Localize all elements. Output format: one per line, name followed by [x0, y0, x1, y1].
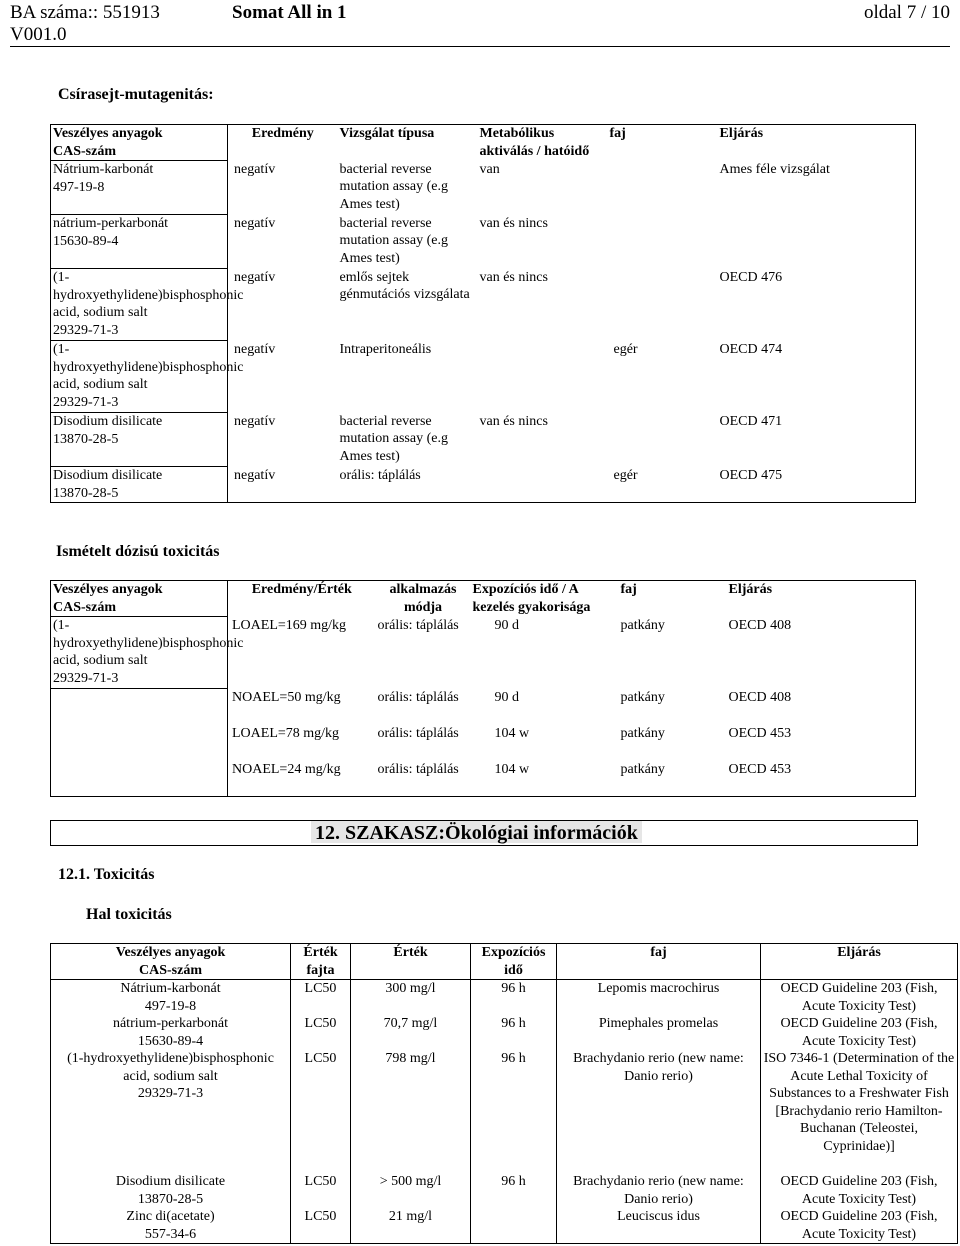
value-cell: 798 mg/l — [351, 1050, 471, 1173]
substance-cell: Nátrium-karbonát 497-19-8 — [51, 980, 291, 1016]
table-row — [51, 1015, 958, 1050]
substance-cell: Disodium disilicate 13870-28-5 — [51, 467, 228, 503]
table-row — [51, 1208, 958, 1244]
route-cell: orális: táplálás — [377, 761, 459, 777]
species-cell: Brachydanio rerio (new name: Danio rerio) — [557, 1050, 761, 1173]
time-cell: 104 w — [494, 761, 530, 777]
value-cell: NOAEL=24 mg/kg — [232, 761, 341, 777]
column-header: faj — [557, 944, 761, 980]
time-cell: 96 h — [471, 1173, 557, 1208]
substance-cell — [51, 725, 228, 761]
test-type-cell: bacterial reverse mutation assay (e.g Ames test) — [339, 215, 448, 266]
time-cell: 96 h — [471, 1050, 557, 1173]
value-type-cell: LC50 — [291, 1173, 351, 1208]
species-cell: Brachydanio rerio (new name: Danio rerio) — [557, 1173, 761, 1208]
substance-cell: Nátrium-karbonát 497-19-8 — [51, 161, 228, 215]
species-cell — [608, 413, 718, 467]
value-cell: NOAEL=50 mg/kg — [232, 689, 341, 705]
test-type-cell: bacterial reverse mutation assay (e.g Ames test) — [339, 413, 448, 464]
column-header: Veszélyes anyagok CAS-szám — [51, 581, 228, 617]
result-cell: negatív — [234, 467, 276, 483]
value-type-cell: LC50 — [291, 1208, 351, 1244]
table-header-row — [51, 125, 916, 161]
metabolic-cell: van és nincs — [479, 413, 548, 429]
method-cell: OECD 471 — [719, 413, 783, 429]
time-cell: 96 h — [471, 1015, 557, 1050]
metabolic-cell — [478, 341, 608, 413]
substance-cell — [51, 689, 228, 725]
column-header: Érték fajta — [291, 944, 351, 980]
method-cell: OECD 408 — [728, 689, 792, 705]
result-cell: negatív — [234, 341, 276, 357]
substance-cell: nátrium-perkarbonát 15630-89-4 — [51, 1015, 291, 1050]
ba-number: BA száma:: 551913 — [10, 2, 160, 23]
species-cell — [608, 269, 718, 341]
time-cell: 90 d — [494, 689, 519, 705]
species-cell: Pimephales promelas — [557, 1015, 761, 1050]
substance-cell: (1-hydroxyethylidene)bisphosphonic acid, sodium salt 29329-71-3 — [51, 341, 228, 413]
method-cell: OECD Guideline 203 (Fish, Acute Toxicity Test) — [761, 1208, 958, 1244]
table-row — [51, 413, 916, 467]
toxicity-subtitle: 12.1. Toxicitás — [58, 866, 155, 883]
substance-cell: (1-hydroxyethylidene)bisphosphonic acid, sodium salt 29329-71-3 — [51, 269, 228, 341]
table-row — [51, 1050, 958, 1173]
substance-cell: Zinc di(acetate) 557-34-6 — [51, 1208, 291, 1244]
value-cell: 70,7 mg/l — [351, 1015, 471, 1050]
metabolic-cell: van és nincs — [479, 269, 548, 285]
method-cell: OECD Guideline 203 (Fish, Acute Toxicity Test) — [761, 980, 958, 1016]
section-12-banner — [50, 820, 918, 846]
column-header: Eljárás — [761, 944, 958, 980]
table-row — [51, 689, 916, 725]
route-cell: orális: táplálás — [377, 617, 459, 633]
time-cell — [471, 1208, 557, 1244]
test-type-cell: emlős sejtek génmutációs vizsgálata — [339, 269, 470, 302]
table-row — [51, 341, 916, 413]
value-cell: > 500 mg/l — [351, 1173, 471, 1208]
column-header: Érték — [351, 944, 471, 980]
column-header: Expozíciós idő / A kezelés gyakorisága — [472, 582, 591, 615]
substance-cell: (1-hydroxyethylidene)bisphosphonic acid, sodium salt 29329-71-3 — [51, 617, 228, 689]
method-cell: OECD 476 — [719, 269, 783, 285]
column-header: Eredmény — [251, 126, 314, 141]
method-cell — [718, 215, 916, 269]
value-type-cell: LC50 — [291, 980, 351, 1016]
table-row — [51, 725, 916, 761]
method-cell: OECD 474 — [719, 341, 783, 357]
route-cell: orális: táplálás — [377, 725, 459, 741]
result-cell: negatív — [234, 413, 276, 429]
page-number: oldal 7 / 10 — [863, 2, 950, 23]
method-cell: OECD 408 — [728, 617, 792, 633]
species-cell — [608, 161, 718, 215]
method-cell: OECD 453 — [728, 725, 792, 741]
route-cell: orális: táplálás — [377, 689, 459, 705]
page-header — [10, 2, 950, 47]
species-cell: egér — [613, 341, 638, 357]
version: V001.0 — [10, 24, 67, 45]
species-cell: Leuciscus idus — [557, 1208, 761, 1244]
method-cell: Ames féle vizsgálat — [719, 161, 830, 177]
table-row — [51, 161, 916, 215]
species-cell: patkány — [620, 725, 665, 741]
method-cell: ISO 7346-1 (Determination of the Acute Lethal Toxicity of Substances to a Freshwater Fish [Brachydanio rerio Hamilton-Buchanan (Teleostei, Cyprinidae)] — [761, 1050, 958, 1173]
substance-cell — [51, 761, 228, 797]
value-cell: 21 mg/l — [351, 1208, 471, 1244]
substance-cell: (1-hydroxyethylidene)bisphosphonic acid, sodium salt 29329-71-3 — [51, 1050, 291, 1173]
substance-cell: Disodium disilicate 13870-28-5 — [51, 413, 228, 467]
table-header-row — [51, 581, 916, 617]
metabolic-cell — [478, 467, 608, 503]
time-cell: 90 d — [494, 617, 519, 633]
section-12-title: 12. SZAKASZ:Ökológiai információk — [311, 821, 642, 843]
result-cell: negatív — [234, 269, 276, 285]
metabolic-cell: van — [479, 161, 500, 177]
substance-cell: Disodium disilicate 13870-28-5 — [51, 1173, 291, 1208]
method-cell: OECD Guideline 203 (Fish, Acute Toxicity Test) — [761, 1015, 958, 1050]
column-header: Eljárás — [719, 126, 764, 141]
table-row — [51, 617, 916, 689]
table-row — [51, 1173, 958, 1208]
column-header: Eredmény/Érték — [251, 582, 352, 597]
test-type-cell: Intraperitoneális — [339, 341, 432, 357]
table-row — [51, 980, 958, 1016]
column-header: Expozíciós idő — [471, 944, 557, 980]
value-cell: LOAEL=169 mg/kg — [232, 617, 347, 633]
fish-toxicity-table — [50, 943, 958, 1244]
column-header: faj — [609, 126, 626, 141]
table-row — [51, 269, 916, 341]
repeated-dose-title: Ismételt dózisú toxicitás — [56, 543, 220, 560]
test-type-cell: bacterial reverse mutation assay (e.g Ames test) — [339, 161, 448, 212]
column-header: Metabólikus aktiválás / hatóidő — [479, 126, 590, 159]
value-type-cell: LC50 — [291, 1015, 351, 1050]
value-cell: LOAEL=78 mg/kg — [232, 725, 340, 741]
species-cell — [608, 215, 718, 269]
result-cell: negatív — [234, 215, 276, 231]
germ-cell-table — [50, 124, 916, 503]
species-cell: patkány — [620, 689, 665, 705]
fish-toxicity-subtitle: Hal toxicitás — [86, 906, 172, 923]
method-cell: OECD Guideline 203 (Fish, Acute Toxicity Test) — [761, 1173, 958, 1208]
table-row — [51, 467, 916, 503]
substance-cell: nátrium-perkarbonát 15630-89-4 — [51, 215, 228, 269]
column-header: Veszélyes anyagok CAS-szám — [51, 944, 291, 980]
table-row — [51, 215, 916, 269]
species-cell: egér — [613, 467, 638, 483]
species-cell: Lepomis macrochirus — [557, 980, 761, 1016]
column-header: Vizsgálat típusa — [339, 126, 435, 141]
table-header-row — [51, 944, 958, 980]
repeated-dose-table — [50, 580, 916, 797]
time-cell: 104 w — [494, 725, 530, 741]
metabolic-cell: van és nincs — [479, 215, 548, 231]
time-cell: 96 h — [471, 980, 557, 1016]
column-header: alkalmazás módja — [389, 582, 457, 615]
product-name: Somat All in 1 — [232, 2, 347, 23]
result-cell: negatív — [234, 161, 276, 177]
column-header: Eljárás — [728, 582, 773, 597]
column-header: faj — [620, 582, 637, 597]
method-cell: OECD 453 — [728, 761, 792, 777]
value-type-cell: LC50 — [291, 1050, 351, 1173]
table-row — [51, 761, 916, 797]
column-header: Veszélyes anyagok CAS-szám — [51, 125, 228, 161]
germ-cell-title: Csírasejt-mutagenitás: — [58, 86, 214, 103]
method-cell: OECD 475 — [719, 467, 783, 483]
test-type-cell: orális: táplálás — [339, 467, 421, 483]
species-cell: patkány — [620, 617, 665, 633]
value-cell: 300 mg/l — [351, 980, 471, 1016]
species-cell: patkány — [620, 761, 665, 777]
